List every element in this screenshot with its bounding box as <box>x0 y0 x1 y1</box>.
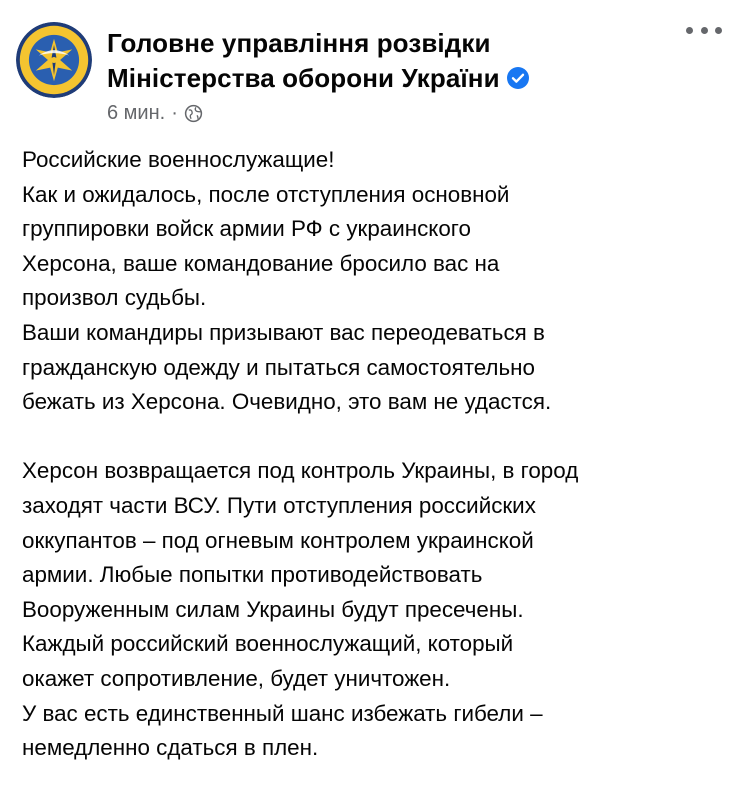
body-line: произвол судьбы. <box>22 285 207 311</box>
body-line: немедленно сдаться в плен. <box>22 735 319 761</box>
paragraph-gap <box>22 420 722 455</box>
body-line: заходят части ВСУ. Пути отступления российских <box>22 492 536 518</box>
body-line: У вас есть единственный шанс избежать гибели – <box>22 700 543 726</box>
body-line: оккупантов – под огневым контролем украинской <box>22 527 534 553</box>
body-line: Каждый российский военнослужащий, который <box>22 631 514 657</box>
body-line: Ваши командиры призывают вас переодеваться в <box>22 319 545 345</box>
post-author <box>107 26 530 96</box>
body-line: Вооруженным силам Украины будут пресечены. <box>22 596 524 622</box>
gur-emblem-icon <box>16 22 92 98</box>
meta-separator: · <box>171 102 178 124</box>
body-line: окажет сопротивление, будет уничтожен. <box>22 665 451 691</box>
post-timestamp[interactable]: 6 мин. <box>107 102 166 124</box>
post-meta <box>107 100 203 126</box>
author-name-line2[interactable]: Міністерства оборони України <box>107 63 500 93</box>
body-line: Херсон возвращается под контроль Украины, в город <box>22 458 579 484</box>
post-body <box>22 143 722 766</box>
body-line: бежать из Херсона. Очевидно, это вам не удастся. <box>22 389 552 415</box>
body-line: гражданскую одежду и пытаться самостоятельно <box>22 354 535 380</box>
globe-icon[interactable] <box>184 104 203 123</box>
body-line: армии. Любые попытки противодействовать <box>22 562 483 588</box>
more-dot <box>715 27 722 34</box>
more-options-icon[interactable] <box>686 18 722 42</box>
author-name-line1[interactable]: Головне управління розвідки <box>107 28 491 58</box>
more-dot <box>701 27 708 34</box>
body-line: Херсона, ваше командование бросило вас на <box>22 250 500 276</box>
more-dot <box>686 27 693 34</box>
page-avatar[interactable] <box>16 22 92 98</box>
body-line: группировки войск армии РФ с украинского <box>22 216 471 242</box>
body-line: Как и ожидалось, после отступления основной <box>22 181 510 207</box>
author-name-line2-row <box>107 61 530 96</box>
body-line: Российские военнослужащие! <box>22 147 335 172</box>
verified-badge-icon <box>506 66 530 90</box>
